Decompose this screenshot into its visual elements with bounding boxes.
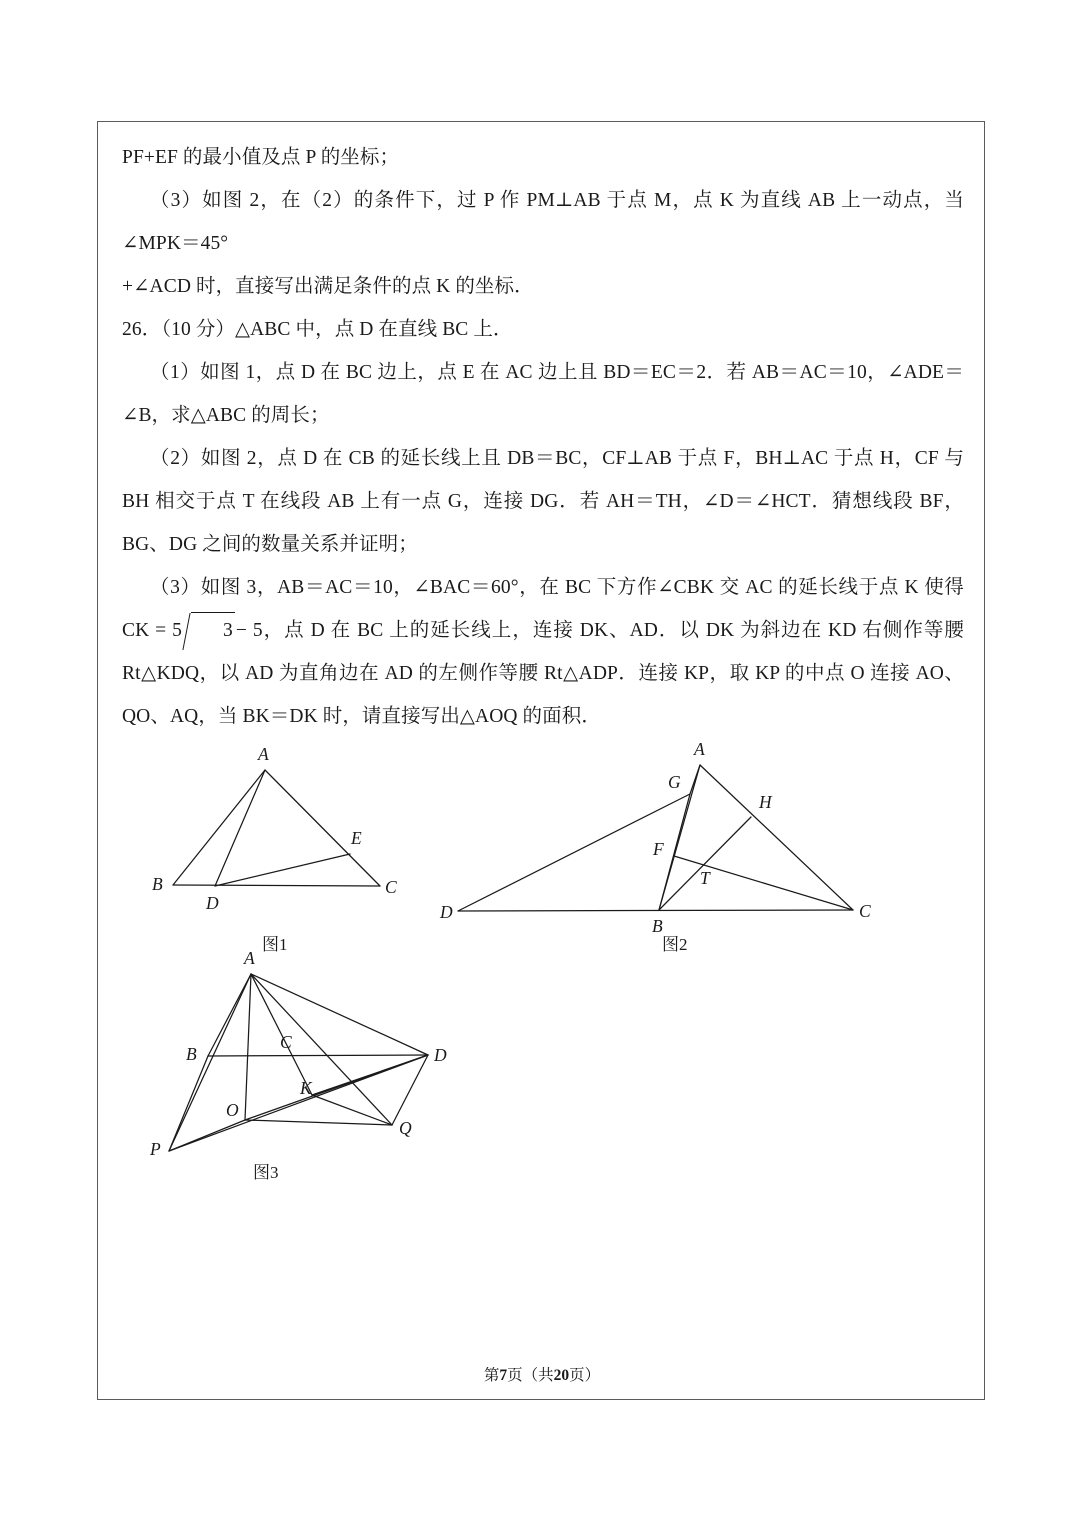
segment-AC — [265, 770, 380, 886]
figure-3-caption: 图3 — [253, 1163, 279, 1182]
question-26-part-1: （1）如图 1，点 D 在 BC 边上，点 E 在 AC 边上且 BD＝EC＝2．若 AB＝AC＝10，∠ADE＝∠B，求△ABC 的周长； — [122, 362, 964, 426]
vertex-label-K: K — [300, 1078, 312, 1098]
vertex-label-C: C — [385, 877, 397, 897]
geometry-figures-svg — [122, 738, 1010, 1178]
segment-AO — [245, 974, 251, 1120]
segment-BP — [169, 1056, 208, 1151]
vertex-label-Q: Q — [399, 1118, 412, 1138]
question-26-part-2: （2）如图 2，点 D 在 CB 的延长线上且 DB＝BC，CF⊥AB 于点 F，BH⊥AC 于点 H，CF 与 BH 相交于点 T 在线段 AB 上有一点 G，连接 DG．若 AH＝TH，∠D＝∠HCT．猜想线段 BF，BG、DG 之间的数量关系并证明； — [122, 448, 964, 555]
segment-OQ — [245, 1120, 392, 1125]
figure-group — [122, 738, 1010, 1182]
q26-3-text-b: − 5，点 D 在 BC 上的延长线上，连接 DK、AD．以 DK 为斜边在 KD 右侧作等腰 Rt△KDQ，以 AD 为直角边在 AD 的左侧作等腰 Rt△ADP．连接 KP，取 KP 的中点 O 连接 AO、QO、AQ，当 BK＝DK 时，请直接写出△AOQ 的面积． — [122, 620, 964, 727]
segment-AC — [700, 765, 853, 910]
footer-total-pages: 20 — [553, 1367, 570, 1384]
vertex-label-T: T — [700, 868, 710, 888]
segment-BA — [173, 770, 265, 885]
vertex-label-D: D — [206, 893, 219, 913]
vertex-label-G: G — [668, 772, 681, 792]
figure-2-shape — [439, 739, 871, 936]
segment-AD — [215, 770, 265, 886]
segment-AQ — [251, 974, 392, 1125]
vertex-label-O: O — [226, 1100, 239, 1120]
exam-page-frame — [97, 121, 985, 1400]
vertex-label-B: B — [652, 916, 663, 936]
figure-1-shape — [152, 744, 397, 913]
vertex-label-B: B — [152, 874, 163, 894]
segment-BD — [208, 1055, 428, 1056]
segment-AD — [251, 974, 428, 1055]
sqrt-symbol — [183, 609, 235, 652]
vertex-label-D: D — [440, 902, 453, 922]
segment-AP — [169, 974, 251, 1151]
paragraph-25-3-tail: PF+EF 的最小值及点 P 的坐标； — [122, 147, 400, 168]
footer-page-number: 7 — [499, 1367, 508, 1384]
footer-mid: 页（共 — [507, 1367, 554, 1384]
vertex-label-C: C — [859, 901, 871, 921]
segment-BC — [173, 885, 380, 886]
footer-suffix: 页） — [569, 1367, 601, 1384]
footer-prefix: 第 — [483, 1367, 500, 1384]
vertex-label-C: C — [280, 1032, 292, 1052]
figure-3-shape — [149, 948, 447, 1159]
vertex-label-A: A — [244, 948, 255, 968]
vertex-label-F: F — [653, 839, 664, 859]
segment-DE — [215, 854, 350, 886]
vertex-label-P: P — [150, 1139, 161, 1159]
question-26-heading: 26．（10 分）△ABC 中，点 D 在直线 BC 上． — [122, 319, 513, 340]
vertex-label-D: D — [434, 1045, 447, 1065]
vertex-label-B: B — [186, 1044, 197, 1064]
sqrt-radicand: 3 — [223, 620, 233, 641]
q26-3-text-a: （3）如图 3，AB＝AC＝10，∠BAC＝60°，在 BC 下方作∠CBK 交 AC 的延长线于点 K 使得CK = 5 — [122, 577, 964, 641]
segment-KQ — [312, 1095, 392, 1125]
segment-BH — [659, 817, 751, 910]
figure-2-caption: 图2 — [662, 935, 688, 954]
figure-1-caption: 图1 — [262, 935, 288, 954]
paragraph-25-3-line1: （3）如图 2，在（2）的条件下，过 P 作 PM⊥AB 于点 M，点 K 为直线 AB 上一动点，当∠MPK＝45° — [122, 190, 964, 254]
vertex-label-A: A — [258, 744, 269, 764]
vertex-label-H: H — [759, 792, 772, 812]
vertex-label-E: E — [351, 828, 362, 848]
paragraph-25-3-line2: +∠ACD 时，直接写出满足条件的点 K 的坐标． — [122, 276, 534, 297]
page-content — [98, 122, 986, 1182]
page-footer — [98, 1363, 986, 1385]
segment-DC — [458, 910, 853, 911]
question-26-part-3 — [122, 566, 964, 738]
segment-AB — [208, 974, 251, 1056]
vertex-label-A: A — [694, 739, 705, 759]
